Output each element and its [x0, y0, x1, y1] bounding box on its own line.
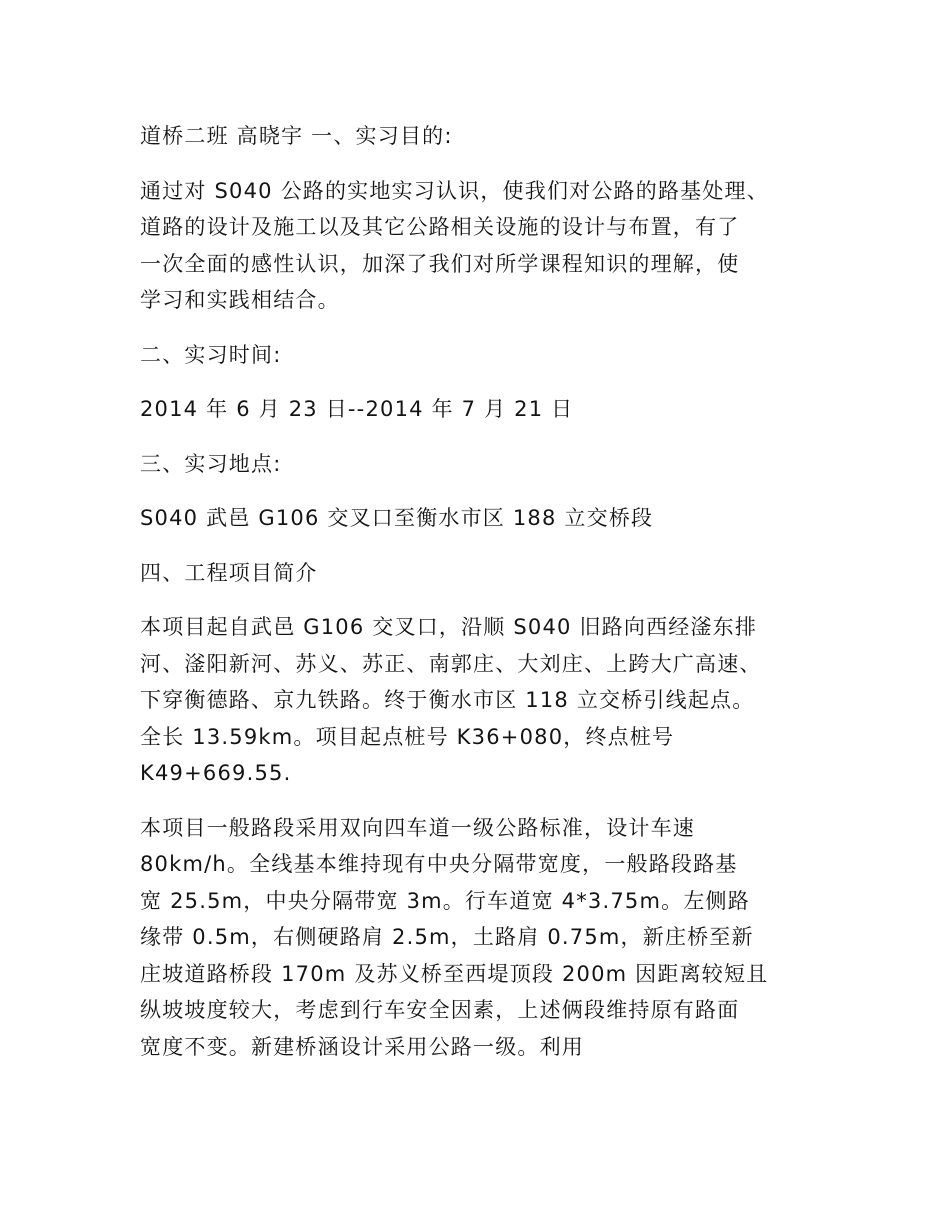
paragraph-project-intro: 本项目起自武邑 G106 交叉口，沿顺 S040 旧路向西经滏东排 河、滏阳新河、苏义、苏正、南郭庄、大刘庄、上跨大广高速、 下穿衡德路、京九铁路。终于衡水市区 118 立交桥引线起点。 全长 13.59km。项目起点桩号 K36+080，终点桩号 K49+669.55.	[140, 615, 762, 785]
paragraph-purpose: 通过对 S040 公路的实地实习认识，使我们对公路的路基处理、 道路的设计及施工以及其它公路相关设施的设计与布置，有了 一次全面的感性认识，加深了我们对所学课程知识的理解，使 学习和实践相结合。	[140, 178, 769, 312]
paragraph-location: S040 武邑 G106 交叉口至衡水市区 188 立交桥段	[140, 506, 654, 530]
document-body	[140, 118, 820, 1065]
heading-line-author-purpose: 道桥二班 高晓宇 一、实习目的:	[140, 124, 453, 148]
paragraph-time: 2014 年 6 月 23 日--2014 年 7 月 21 日	[140, 397, 574, 421]
heading-location: 三、实习地点:	[140, 451, 282, 476]
heading-time: 二、实习时间:	[140, 342, 282, 367]
heading-project-intro: 四、工程项目简介	[140, 560, 318, 585]
paragraph-road-standard: 本项目一般路段采用双向四车道一级公路标准，设计车速 80km/h。全线基本维持现有中央分隔带宽度，一般路段路基 宽 25.5m，中央分隔带宽 3m。行车道宽 4*3.75m。左侧路 缘带 0.5m，右侧硬路肩 2.5m，土路肩 0.75m，新庄桥至新 庄坡道路桥段 170m 及苏义桥至西堤顶段 200m 因距离较短且 纵坡坡度较大，考虑到行车安全因素，上述俩段维持原有路面 宽度不变。新建桥涵设计采用公路一级。利用	[140, 815, 769, 1059]
